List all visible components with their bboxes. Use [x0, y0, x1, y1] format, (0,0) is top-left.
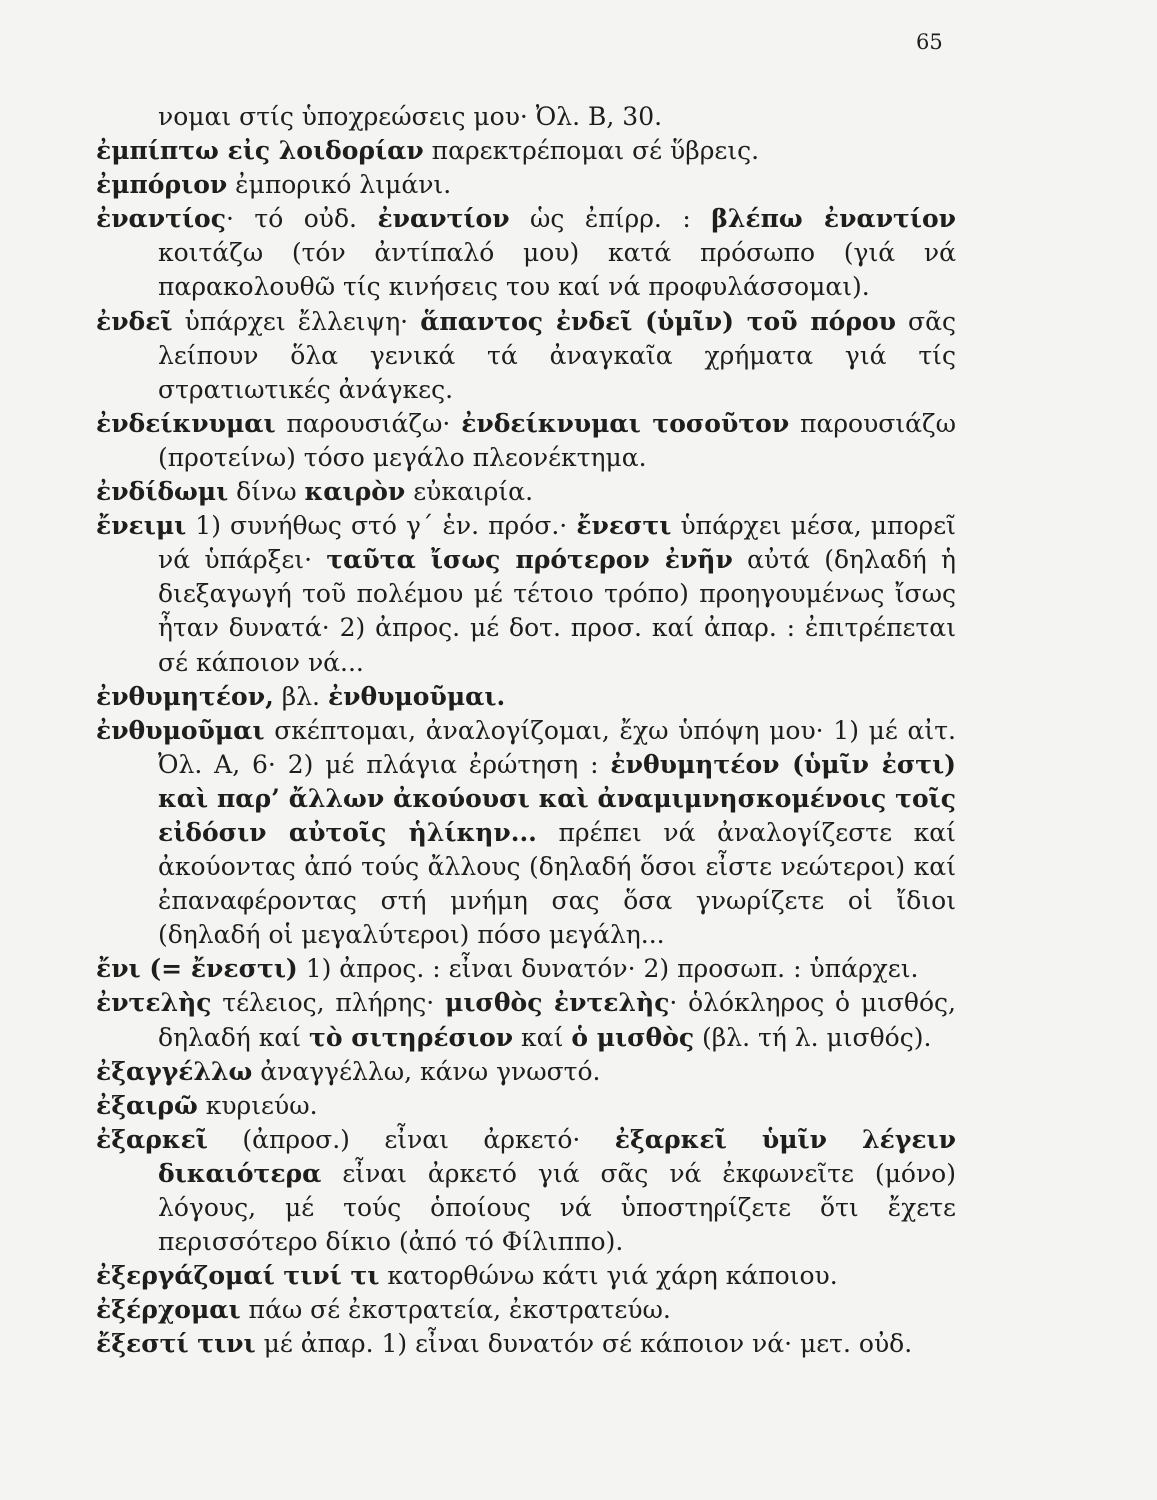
- bold-term: τὸ σιτηρέσιον: [309, 1022, 514, 1052]
- bold-term: ἐξαρκεῖ ὑμῖν λέγειν δικαιότερα: [158, 1124, 956, 1188]
- entry-text: ὡς ἐπίρρ. :: [509, 204, 712, 234]
- bold-term: ἔνειμι: [96, 511, 187, 541]
- bold-term: ὁ μισθὸς: [571, 1022, 695, 1052]
- bold-term: ταῦτα ἴσως πρότερον ἐνῆν: [326, 545, 733, 575]
- entry-text: νομαι στίς ὑποχρεώσεις μου· Ὀλ. Β, 30.: [158, 102, 663, 131]
- bold-term: ἐμπόριον: [96, 170, 228, 200]
- bold-term: ἐνθυμοῦμαι.: [327, 681, 506, 711]
- entry-text: δίνω: [228, 477, 305, 507]
- bold-term: ἐνδίδωμι: [96, 477, 229, 507]
- dictionary-entry: [96, 1327, 956, 1361]
- dictionary-entry: [96, 680, 956, 714]
- bold-term: ἐξέρχομαι: [96, 1295, 241, 1325]
- entry-text: πάω σέ ἐκστρατεία, ἐκστρατεύω.: [240, 1295, 671, 1325]
- bold-term: ἐνθυμοῦμαι: [96, 715, 265, 745]
- entry-text: τέλειος, πλήρης·: [211, 988, 446, 1018]
- entry-text: · τό οὐδ.: [225, 204, 378, 234]
- bold-term: βλέπω ἐναντίον: [711, 204, 956, 234]
- entry-text: πρέπει νά ἀναλογίζεστε καί ἀκούοντας ἀπό τούς ἄλλους (δηλαδή ὅσοι εἶστε νεώτεροι) καί ἐπαναφέροντας στή μνήμη σας ὅσα γνωρίζετε οἱ ἴδιοι (δηλαδή οἱ μεγαλύτεροι) πόσο μεγάλη...: [158, 817, 956, 950]
- bold-term: ἐνδείκνυμαι: [96, 408, 276, 438]
- entry-text: εὐκαιρία.: [405, 477, 534, 507]
- bold-term: ἐξεργάζομαί τινί τι: [96, 1261, 380, 1291]
- entry-text: αὐτά (δηλαδή ἡ διεξαγωγή τοῦ πολέμου μέ τέτοιο τρόπο) προηγουμένως ἴσως ἦταν δυνατά· 2) ἀπρος. μέ δοτ. προσ. καί ἀπαρ. : ἐπιτρέπεται σέ κάποιον νά...: [158, 545, 956, 677]
- entry-text: (βλ. τή λ. μισθός).: [694, 1022, 932, 1052]
- entry-text: · ὁλόκληρος ὁ μισθός, δηλαδή καί: [158, 988, 956, 1052]
- dictionary-entry: [96, 952, 956, 986]
- entry-text: 1) ἀπρος. : εἶναι δυνατόν· 2) προσωπ. : ὑπάρχει.: [297, 954, 919, 984]
- dictionary-entry: [96, 168, 956, 202]
- entry-text: εἶναι ἀρκετό γιά σᾶς νά ἐκφωνεῖτε (μόνο) λόγους, μέ τούς ὁποίους νά ὑποστηρίζετε ὅτι ἔχετε περισσότερο δίκιο (ἀπό τό Φίλιππο).: [158, 1158, 956, 1257]
- bold-term: μισθὸς ἐντελὴς: [445, 988, 670, 1018]
- entry-text: μέ ἀπαρ. 1) εἶναι δυνατόν σέ κάποιον νά· μετ. οὐδ.: [255, 1329, 913, 1359]
- bold-term: ἐντελὴς: [96, 988, 212, 1018]
- bold-term: ἐξαιρῶ: [96, 1090, 198, 1120]
- bold-term: ἐναντίον: [377, 204, 510, 234]
- entry-text: παρουσιάζω·: [275, 408, 462, 438]
- entry-text: παρουσιάζω (προτείνω) τόσο μεγάλο πλεονέκτημα.: [158, 408, 956, 472]
- dictionary-entry: [96, 1123, 956, 1259]
- bold-term: ἐμπίπτω εἰς λοιδορίαν: [96, 136, 424, 166]
- bold-term: ἐνδείκνυμαι τοσοῦτον: [461, 408, 790, 438]
- dictionary-entry: [96, 1259, 956, 1293]
- entry-text: ἀναγγέλλω, κάνω γνωστό.: [252, 1056, 601, 1086]
- entry-text: κυριεύω.: [197, 1090, 318, 1120]
- entry-text: κατορθώνω κάτι γιά χάρη κάποιου.: [379, 1261, 838, 1291]
- bold-term: ἐναντίος: [96, 204, 226, 234]
- bold-term: ἔνι (= ἔνεστι): [96, 954, 298, 984]
- bold-term: ἐξαγγέλλω: [96, 1056, 253, 1086]
- bold-term: ἐνθυμητέον (ὑμῖν ἐστι) καὶ παρ’ ἄλλων ἀκούουσι καὶ ἀναμιμνησκομένοις τοῖς εἰδόσιν αὐτοῖς ἡλίκην...: [158, 749, 957, 847]
- dictionary-entry: [96, 1055, 956, 1089]
- entry-text: σᾶς λείπουν ὅλα γενικά τά ἀναγκαῖα χρήματα γιά τίς στρατιωτικές ἀνάγκες.: [158, 306, 957, 404]
- dictionary-entry: [96, 509, 956, 679]
- dictionary-entry: [96, 1089, 956, 1123]
- dictionary-entry: [96, 1293, 956, 1327]
- bold-term: καιρὸν: [304, 477, 406, 507]
- dictionary-entry: [96, 202, 956, 304]
- entry-text: 1) συνήθως στό γ΄ ἑν. πρόσ.·: [186, 511, 577, 541]
- bold-term: ἐνδεῖ: [96, 306, 173, 336]
- bold-term: ἐξαρκεῖ: [96, 1124, 208, 1154]
- dictionary-entry: [96, 134, 956, 168]
- bold-term: ἔξεστί τινι: [96, 1329, 256, 1359]
- page-number: 65: [916, 30, 943, 54]
- entry-text: κοιτάζω (τόν ἀντίπαλό μου) κατά πρόσωπο (γιά νά παρακολουθῶ τίς κινήσεις του καί νά προφυλάσσομαι).: [158, 238, 956, 302]
- entry-text: ἐμπορικό λιμάνι.: [227, 170, 452, 200]
- entry-text: ὑπάρχει ἔλλειψη·: [172, 306, 421, 336]
- dictionary-entries: [96, 100, 956, 1361]
- dictionary-entry: [96, 407, 956, 475]
- entry-text: σκέπτομαι, ἀναλογίζομαι, ἔχω ὑπόψη μου· 1) μέ αἰτ. Ὀλ. Α, 6· 2) μέ πλάγια ἐρώτηση :: [158, 715, 956, 779]
- bold-term: ἔνεστι: [576, 511, 672, 541]
- entry-continuation: [96, 100, 956, 134]
- dictionary-entry: [96, 475, 956, 509]
- dictionary-entry: [96, 986, 956, 1054]
- entry-text: ὑπάρχει μέσα, μπορεῖ νά ὑπάρξει·: [158, 511, 956, 575]
- dictionary-entry: [96, 714, 956, 953]
- entry-text: καί: [513, 1022, 572, 1052]
- bold-term: ἅπαντος ἐνδεῖ (ὑμῖν) τοῦ πόρου: [420, 306, 896, 336]
- entry-text: παρεκτρέπομαι σέ ὕβρεις.: [423, 136, 760, 166]
- bold-term: ἐνθυμητέον,: [96, 681, 274, 711]
- dictionary-entry: [96, 305, 956, 407]
- entry-text: (ἀπροσ.) εἶναι ἀρκετό·: [207, 1124, 615, 1154]
- entry-text: βλ.: [273, 681, 328, 711]
